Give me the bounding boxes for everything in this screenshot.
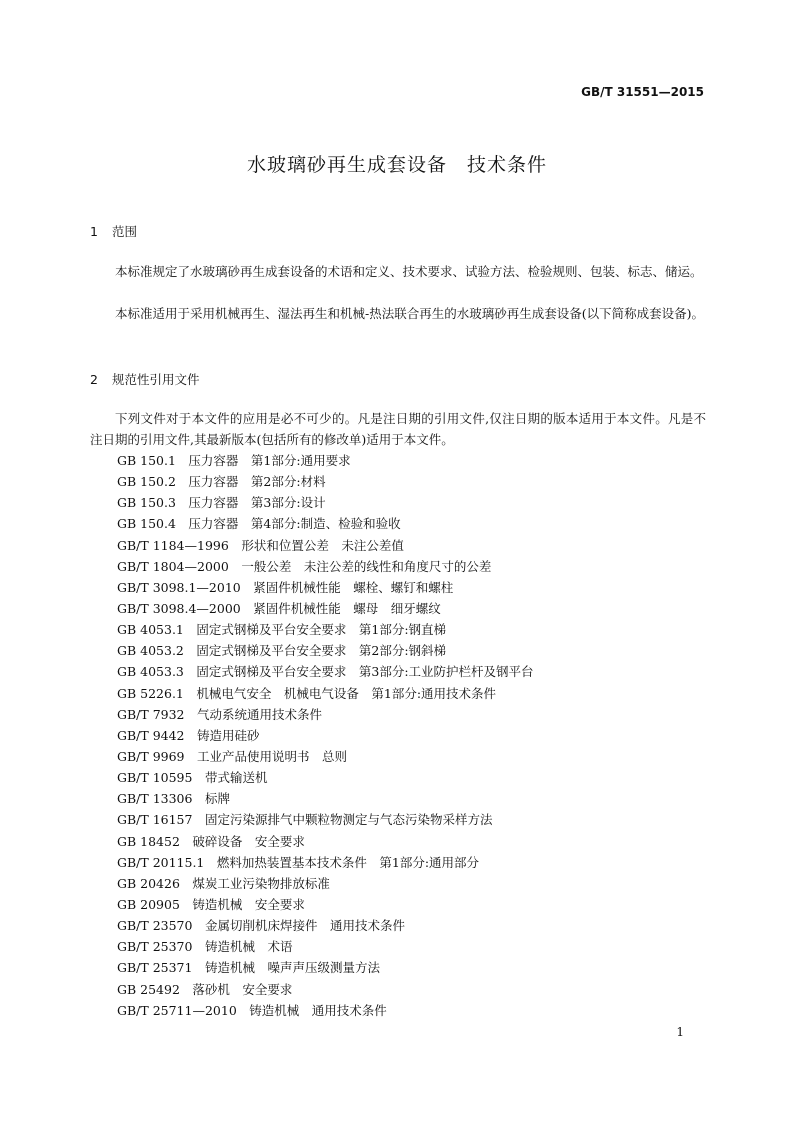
- reference-item: GB 4053.3 固定式钢梯及平台安全要求 第3部分:工业防护栏杆及钢平台: [117, 664, 534, 680]
- reference-item: GB 20905 铸造机械 安全要求: [117, 896, 305, 912]
- normative-references-intro: 下列文件对于本文件的应用是必不可少的。凡是注日期的引用文件,仅注日期的版本适用于本文件。凡是不注日期的引用文件,其最新版本(包括所有的修改单)适用于本文件。: [90, 411, 706, 447]
- reference-item: GB/T 1184—1996 形状和位置公差 未注公差值: [117, 537, 404, 553]
- scope-paragraph-1: 本标准规定了水玻璃砂再生成套设备的术语和定义、技术要求、试验方法、检验规则、包装、标志、储运。: [115, 264, 703, 279]
- reference-item: GB/T 20115.1 燃料加热装置基本技术条件 第1部分:通用部分: [117, 854, 480, 870]
- reference-item: GB/T 1804—2000 一般公差 未注公差的线性和角度尺寸的公差: [117, 558, 492, 574]
- section-2-heading: [90, 370, 200, 388]
- reference-item: GB 18452 破碎设备 安全要求: [117, 833, 305, 849]
- reference-item: GB/T 16157 固定污染源排气中颗粒物测定与气态污染物采样方法: [117, 812, 493, 828]
- reference-item: GB 150.2 压力容器 第2部分:材料: [117, 474, 326, 490]
- reference-item: GB 25492 落砂机 安全要求: [117, 981, 293, 997]
- reference-item: GB/T 3098.1—2010 紧固件机械性能 螺栓、螺钉和螺柱: [117, 579, 454, 595]
- section-number: 1: [90, 224, 98, 239]
- reference-item: GB/T 9969 工业产品使用说明书 总则: [117, 748, 348, 764]
- reference-list: [117, 450, 534, 1021]
- reference-item: GB/T 10595 带式输送机: [117, 770, 268, 786]
- reference-item: GB/T 25370 铸造机械 术语: [117, 939, 293, 955]
- reference-item: GB 150.4 压力容器 第4部分:制造、检验和验收: [117, 516, 401, 532]
- reference-item: GB/T 7932 气动系统通用技术条件: [117, 706, 323, 722]
- scope-paragraph-2: 本标准适用于采用机械再生、湿法再生和机械-热法联合再生的水玻璃砂再生成套设备(以下简称成套设备)。: [115, 306, 704, 321]
- document-title: 水玻璃砂再生成套设备 技术条件: [246, 154, 547, 176]
- section-title: 规范性引用文件: [112, 372, 200, 387]
- reference-item: GB/T 25371 铸造机械 噪声声压级测量方法: [117, 960, 380, 976]
- standard-number: GB/T 31551—2015: [581, 85, 704, 99]
- reference-item: GB 5226.1 机械电气安全 机械电气设备 第1部分:通用技术条件: [117, 685, 497, 701]
- reference-item: GB/T 23570 金属切削机床焊接件 通用技术条件: [117, 918, 405, 934]
- section-1-heading: [90, 222, 137, 240]
- section-title: 范围: [112, 224, 138, 239]
- section-number: 2: [90, 372, 98, 387]
- reference-item: GB 4053.1 固定式钢梯及平台安全要求 第1部分:钢直梯: [117, 622, 447, 638]
- reference-item: GB 4053.2 固定式钢梯及平台安全要求 第2部分:钢斜梯: [117, 643, 447, 659]
- page-number: 1: [676, 1025, 684, 1039]
- reference-item: GB/T 25711—2010 铸造机械 通用技术条件: [117, 1002, 387, 1018]
- reference-item: GB 150.3 压力容器 第3部分:设计: [117, 495, 326, 511]
- reference-item: GB 20426 煤炭工业污染物排放标准: [117, 875, 330, 891]
- reference-item: GB/T 13306 标牌: [117, 791, 230, 807]
- reference-item: GB/T 3098.4—2000 紧固件机械性能 螺母 细牙螺纹: [117, 600, 441, 616]
- reference-item: GB/T 9442 铸造用硅砂: [117, 727, 260, 743]
- reference-item: GB 150.1 压力容器 第1部分:通用要求: [117, 453, 351, 468]
